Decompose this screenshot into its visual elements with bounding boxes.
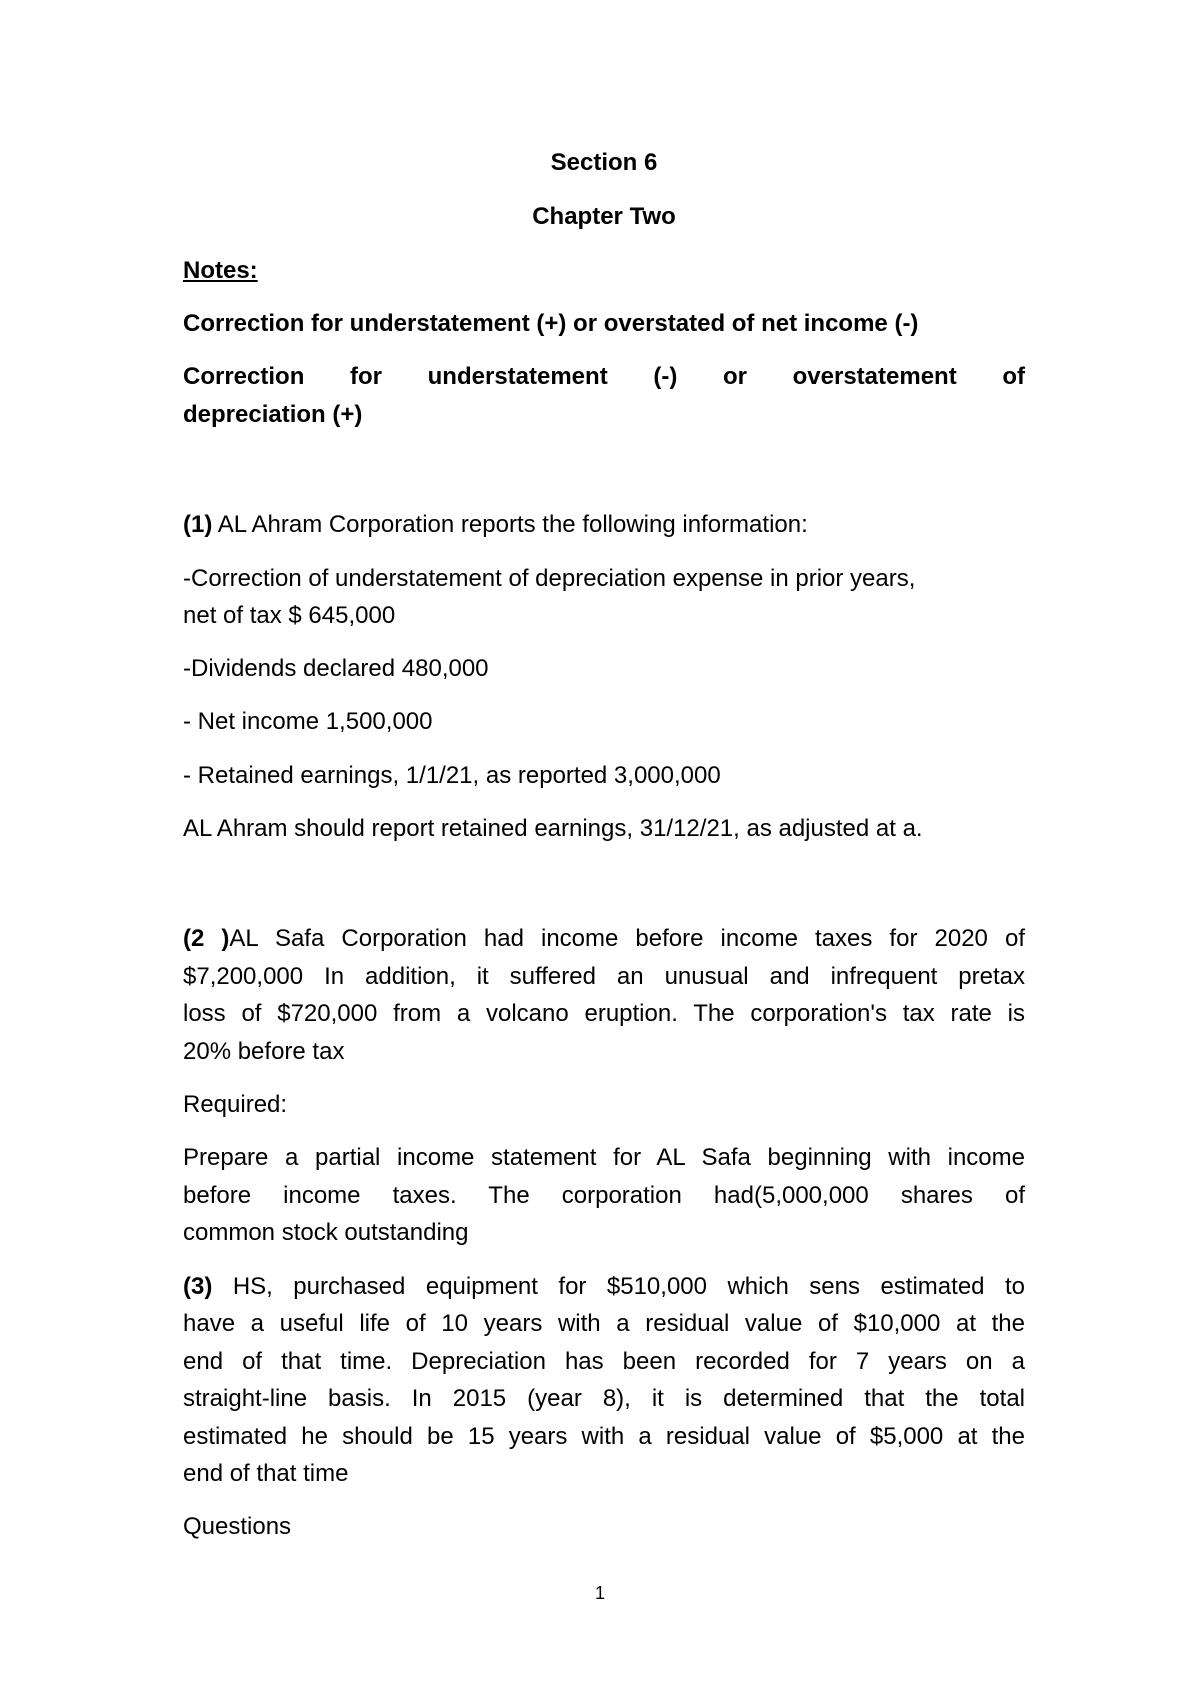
notes-heading: Notes: <box>183 257 258 284</box>
q3-questions-label: Questions <box>183 1513 292 1540</box>
q2-number: (2 ) <box>183 925 230 952</box>
q2-text-b: $7,200,000 In addition, it suffered an unusual and infrequent pretax <box>183 963 1025 990</box>
q2-required-c: common stock outstanding <box>183 1219 469 1246</box>
q2-required-label: Required: <box>183 1091 288 1118</box>
q1-number: (1) <box>183 511 213 538</box>
q2-text-c: loss of $720,000 from a volcano eruption. The corporation's tax rate is <box>183 1000 1025 1027</box>
q1-question: AL Ahram should report retained earnings, 31/12/21, as adjusted at a. <box>183 815 923 842</box>
q3-text-b: have a useful life of 10 years with a residual value of $10,000 at the <box>183 1310 1025 1337</box>
notes-line-depreciation-a: Correction for understatement (-) or overstatement of <box>183 363 1025 390</box>
q1-item-net-income: - Net income 1,500,000 <box>183 708 433 735</box>
q3-text-d: straight-line basis. In 2015 (year 8), it is determined that the total <box>183 1385 1025 1412</box>
q1-item-dividends: -Dividends declared 480,000 <box>183 655 489 682</box>
q2-required-b: before income taxes. The corporation had(5,000,000 shares of <box>183 1182 1025 1209</box>
q1-item-correction-a: -Correction of understatement of depreciation expense in prior years, <box>183 565 916 592</box>
q2-required-a: Prepare a partial income statement for AL Safa beginning with income <box>183 1144 1025 1171</box>
q2-text-a <box>183 920 1025 958</box>
q3-text-c: end of that time. Depreciation has been recorded for 7 years on a <box>183 1348 1025 1375</box>
q3-number: (3) <box>183 1273 213 1300</box>
q1-item-correction-b: net of tax $ 645,000 <box>183 602 396 629</box>
q3-text-f: end of that time <box>183 1460 349 1487</box>
q1-item-retained-earnings: - Retained earnings, 1/1/21, as reported 3,000,000 <box>183 762 721 789</box>
q2-text-a-body: AL Safa Corporation had income before income taxes for 2020 of <box>229 925 1025 952</box>
q2-text-d: 20% before tax <box>183 1038 345 1065</box>
page-number: 1 <box>594 1583 605 1603</box>
chapter-title: Chapter Two <box>532 203 676 230</box>
q1-intro <box>183 506 1025 544</box>
notes-line-net-income: Correction for understatement (+) or overstated of net income (-) <box>183 310 919 337</box>
document-page <box>183 0 1025 1696</box>
q1-intro-text: AL Ahram Corporation reports the following information: <box>212 511 808 538</box>
q3-text-e: estimated he should be 15 years with a residual value of $5,000 at the <box>183 1423 1025 1450</box>
notes-line-depreciation-b: depreciation (+) <box>183 401 363 428</box>
q3-text-a <box>183 1268 1025 1306</box>
q3-text-a-body: HS, purchased equipment for $510,000 which sens estimated to <box>212 1273 1025 1300</box>
section-title: Section 6 <box>550 149 658 176</box>
